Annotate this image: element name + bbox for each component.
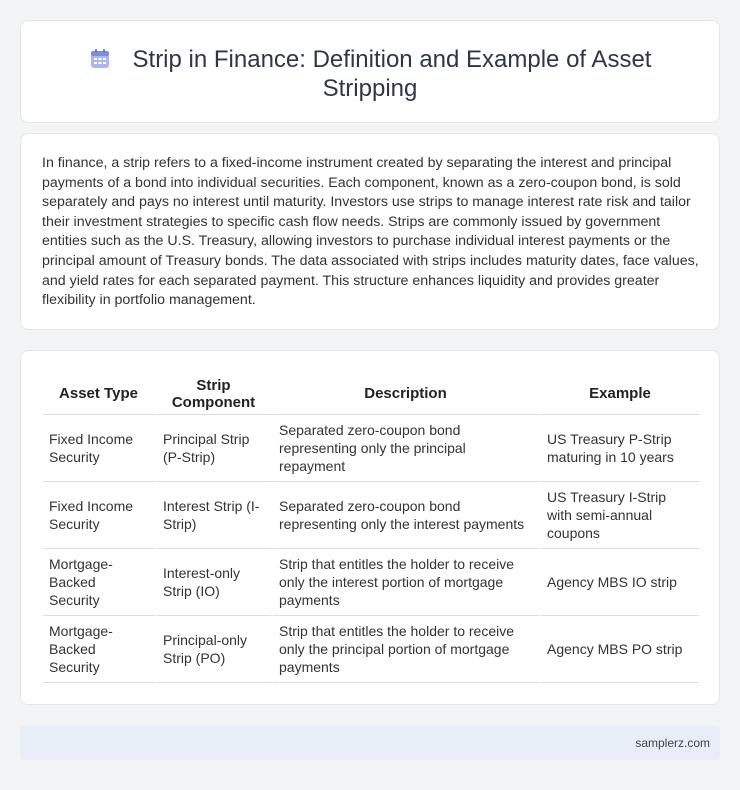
cell-asset-type: Fixed Income Security xyxy=(43,415,157,482)
page-title-wrap xyxy=(21,45,719,103)
table-card xyxy=(20,350,720,705)
header-strip-component: Strip Component xyxy=(157,373,273,415)
calendar-icon xyxy=(89,48,111,70)
cell-example: Agency MBS PO strip xyxy=(541,616,699,683)
footer-site-link[interactable]: samplerz.com xyxy=(635,736,710,750)
header-example: Example xyxy=(541,373,699,415)
cell-example: US Treasury I-Strip with semi-annual coupons xyxy=(541,482,699,549)
cell-description: Separated zero-coupon bond representing only the principal repayment xyxy=(273,415,541,482)
intro-card xyxy=(20,133,720,330)
cell-strip-component: Principal Strip (P-Strip) xyxy=(157,415,273,482)
title-card xyxy=(20,20,720,123)
cell-description: Strip that entitles the holder to receive only the interest portion of mortgage payments xyxy=(273,549,541,616)
header-asset-type: Asset Type xyxy=(43,373,157,415)
intro-paragraph: In finance, a strip refers to a fixed-income instrument created by separating the interest and principal payments of a bond into individual securities. Each component, known as a zero-coupon bond, is sold separately and pays no interest until maturity. Investors use strips to manage interest rate risk and tailor their investment strategies to specific cash flow needs. Strips are commonly issued by government entities such as the U.S. Treasury, allowing investors to purchase individual interest payments or the principal amount of Treasury bonds. The data associated with strips includes maturity dates, face values, and yield rates for each separated payment. This structure enhances liquidity and provides greater flexibility in portfolio management. xyxy=(42,155,699,309)
table-row xyxy=(43,616,699,683)
cell-strip-component: Principal-only Strip (PO) xyxy=(157,616,273,683)
table-row xyxy=(43,482,699,549)
cell-description: Strip that entitles the holder to receive only the principal portion of mortgage payments xyxy=(273,616,541,683)
cell-asset-type: Mortgage-Backed Security xyxy=(43,549,157,616)
cell-strip-component: Interest-only Strip (IO) xyxy=(157,549,273,616)
cell-example: Agency MBS IO strip xyxy=(541,549,699,616)
footer-bar xyxy=(20,726,720,760)
cell-strip-component: Interest Strip (I-Strip) xyxy=(157,482,273,549)
table-header-row xyxy=(43,373,699,415)
cell-asset-type: Fixed Income Security xyxy=(43,482,157,549)
cell-asset-type: Mortgage-Backed Security xyxy=(43,616,157,683)
cell-example: US Treasury P-Strip maturing in 10 years xyxy=(541,415,699,482)
page-title: Strip in Finance: Definition and Example of Asset Stripping xyxy=(132,46,652,102)
strip-table xyxy=(43,373,699,683)
table-row xyxy=(43,549,699,616)
table-row xyxy=(43,415,699,482)
cell-description: Separated zero-coupon bond representing only the interest payments xyxy=(273,482,541,549)
header-description: Description xyxy=(273,373,541,415)
